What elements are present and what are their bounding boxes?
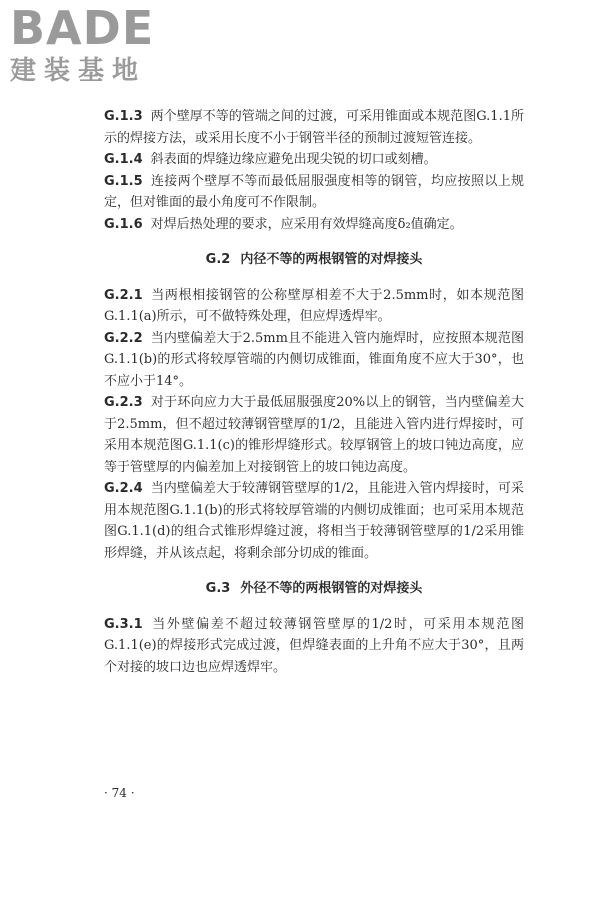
clause-text: 斜表面的焊缝边缘应避免出现尖锐的切口或刻槽。 (150, 152, 437, 167)
page-number: · 74 · (104, 786, 135, 800)
watermark-brand: BADE (10, 1, 155, 55)
clause-text: 当两根相接钢管的公称壁厚相差不大于2.5mm时，如本规范图G.1.1(a)所示，可不做特殊处理，但应焊透焊牢。 (104, 287, 524, 324)
clause-text: 当外壁偏差不超过较薄钢管壁厚的1/2时，可采用本规范图G.1.1(e)的焊接形式完成过渡，但焊缝表面的上升角不应大于30°，且两个对接的坡口边也应焊透焊牢。 (104, 616, 524, 675)
section-heading-g-2 (104, 249, 524, 271)
section-number: G.3 (205, 581, 231, 596)
clause-g-1-4 (104, 149, 524, 171)
clause-text: 当内壁偏差大于2.5mm且不能进入管内施焊时，应按照本规范图G.1.1(b)的形式将较厚管端的内侧切成锥面，锥面角度不应大于30°，也不应小于14°。 (104, 330, 524, 389)
section-heading-g-3 (104, 578, 524, 600)
clause-text: 对于环向应力大于最低屈服强度20%以上的钢管，当内壁偏差大于2.5mm，但不超过较薄钢管壁厚的1/2，且能进入管内进行焊接时，可采用本规范图G.1.1(c)的锥形焊缝形式。较厚钢管上的坡口钝边高度，应等于管壁厚的内偏差加上对接钢管上的坡口钝边高度。 (104, 395, 524, 475)
clause-text: 当内壁偏差大于较薄钢管壁厚的1/2，且能进入管内焊接时，可采用本规范图G.1.1(b)的形式将较厚管端的内侧切成锥面；也可采用本规范图G.1.1(d)的组合式锥形焊缝过渡，将相当于较薄钢管壁厚的1/2采用锥形焊缝，并从该点起，将剩余部分切成的锥面。 (104, 481, 524, 561)
section-number: G.2 (205, 252, 231, 267)
clause-g-1-6 (104, 214, 524, 236)
clause-g-2-1 (104, 285, 524, 328)
clause-g-1-3 (104, 106, 524, 149)
watermark-logo (10, 1, 180, 88)
clause-g-3-1 (104, 614, 524, 679)
clause-text: 两个壁厚不等的管端之间的过渡，可采用锥面或本规范图G.1.1所示的焊接方法，或采用长度不小于钢管半径的预制过渡短管连接。 (104, 109, 524, 146)
document-body (104, 106, 524, 678)
clause-g-2-4 (104, 478, 524, 564)
watermark-subtitle: 建装基地 (10, 56, 147, 86)
clause-number: G.2.2 (104, 330, 143, 346)
clause-number: G.2.1 (104, 287, 143, 303)
clause-g-2-2 (104, 328, 524, 393)
clause-number: G.2.4 (104, 481, 143, 496)
clause-number: G.3.1 (104, 616, 143, 632)
clause-number: G.1.5 (104, 173, 143, 189)
clause-number: G.2.3 (104, 395, 143, 410)
section-title: 内径不等的两根钢管的对焊接头 (240, 252, 423, 267)
clause-number: G.1.6 (104, 216, 143, 232)
clause-text: 对焊后热处理的要求，应采用有效焊缝高度δ₂值确定。 (150, 216, 463, 232)
clause-g-1-5 (104, 171, 524, 214)
clause-number: G.1.3 (104, 109, 143, 124)
clause-number: G.1.4 (104, 152, 143, 167)
clause-text: 连接两个壁厚不等而最低屈服强度相等的钢管，均应按照以上规定，但对锥面的最小角度可不作限制。 (104, 173, 524, 210)
clause-g-2-3 (104, 392, 524, 478)
section-title: 外径不等的两根钢管的对焊接头 (240, 581, 423, 596)
